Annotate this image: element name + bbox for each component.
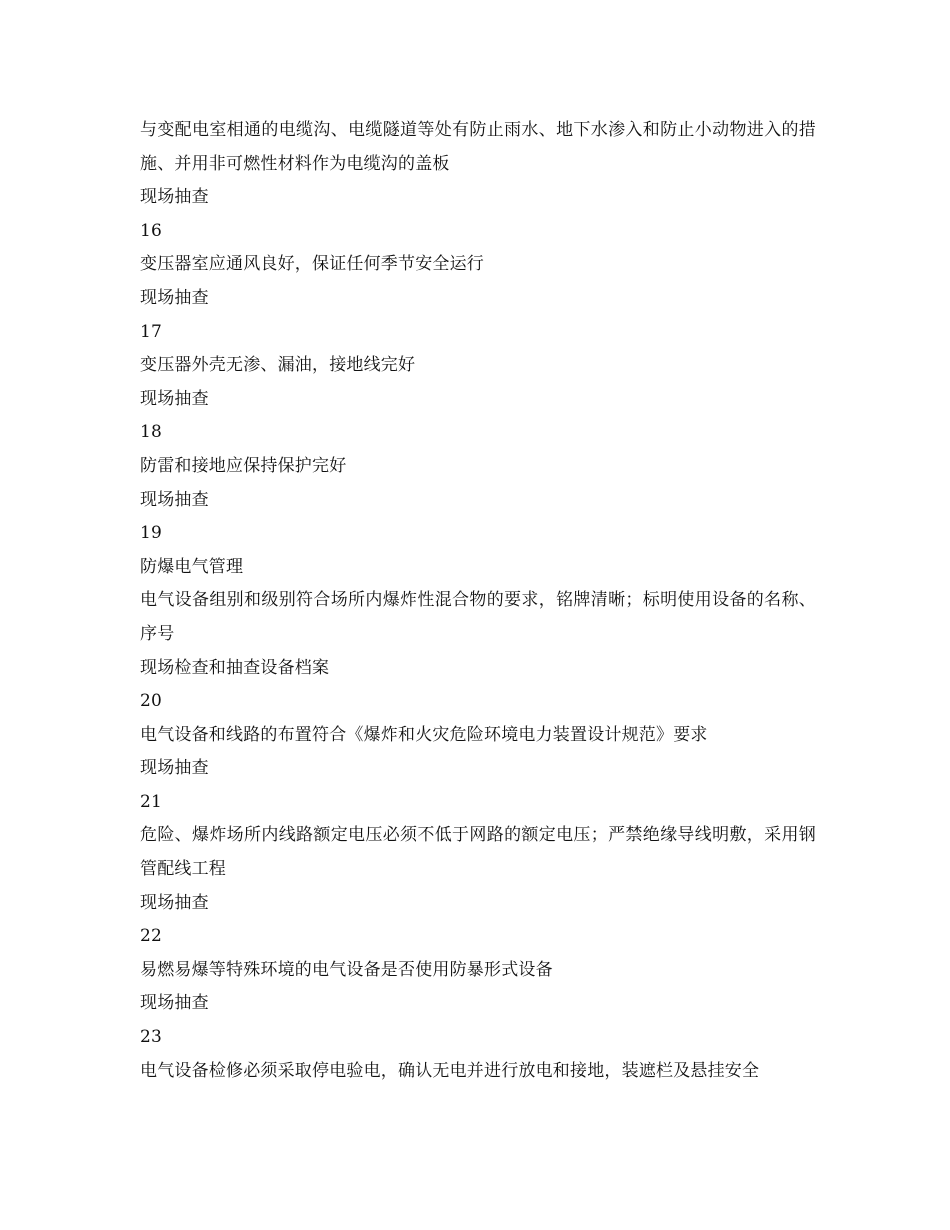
paragraph-maintenance: 电气设备检修必须采取停电验电，确认无电并进行放电和接地，装遮栏及悬挂安全: [140, 1060, 760, 1081]
item-number: 18: [140, 422, 163, 443]
paragraph-layout-standard: 电气设备和线路的布置符合《爆炸和火灾危险环境电力装置设计规范》要求: [140, 724, 708, 745]
method-line: 现场抽查: [140, 892, 209, 913]
paragraph-rated-voltage: 危险、爆炸场所内线路额定电压必须不低于网路的额定电压；严禁绝缘导线明敷，采用钢管配线工程: [140, 825, 816, 880]
item-number: 22: [140, 926, 163, 947]
paragraph-cable-trench: 与变配电室相通的电缆沟、电缆隧道等处有防止雨水、地下水渗入和防止小动物进入的措施、并用非可燃性材料作为电缆沟的盖板: [140, 120, 816, 174]
document-body: [140, 114, 816, 1088]
paragraph-equipment-grade: 电气设备组别和级别符合场所内爆炸性混合物的要求，铭牌清晰；标明使用设备的名称、序号: [140, 590, 816, 644]
paragraph-transformer-ventilation: 变压器室应通风良好，保证任何季节安全运行: [140, 254, 484, 275]
paragraph-lightning-grounding: 防雷和接地应保持保护完好: [140, 455, 347, 476]
item-number: 19: [140, 523, 163, 544]
method-line: 现场抽查: [140, 993, 209, 1014]
method-line: 现场检查和抽查设备档案: [140, 657, 330, 678]
item-number: 23: [140, 1027, 163, 1048]
item-number: 20: [140, 691, 163, 712]
paragraph-transformer-shell: 变压器外壳无渗、漏油，接地线完好: [140, 355, 416, 376]
method-line: 现场抽查: [140, 758, 209, 779]
method-line: 现场抽查: [140, 187, 209, 208]
item-number: 21: [140, 791, 163, 812]
item-number: 17: [140, 321, 163, 342]
section-heading: 防爆电气管理: [140, 556, 244, 577]
method-line: 现场抽查: [140, 388, 209, 409]
paragraph-explosion-proof: 易燃易爆等特殊环境的电气设备是否使用防暴形式设备: [140, 959, 553, 980]
method-line: 现场抽查: [140, 287, 209, 308]
method-line: 现场抽查: [140, 489, 209, 510]
item-number: 16: [140, 220, 163, 241]
